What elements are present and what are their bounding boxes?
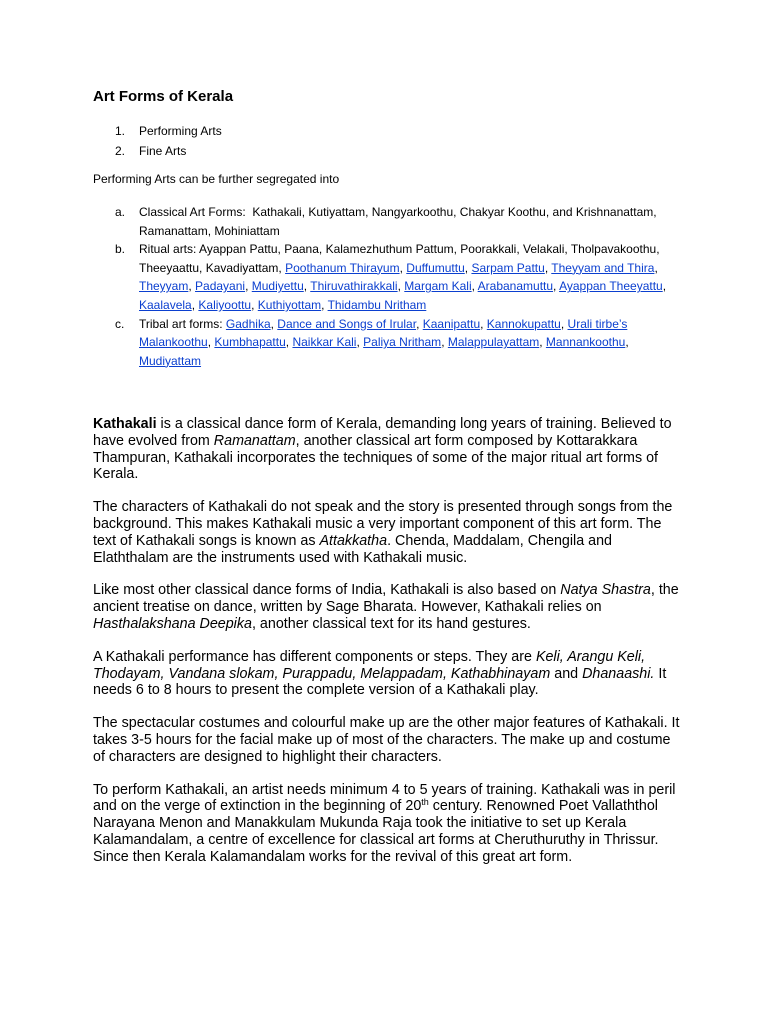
list-number: 1. (115, 124, 126, 138)
text-run: , another classical text for its hand gestures. (251, 615, 531, 632)
link[interactable]: Mudiyattam (139, 353, 202, 368)
link[interactable]: Sarpam Pattu (471, 260, 545, 275)
link[interactable]: Kaalavela (139, 297, 192, 312)
link[interactable]: Gadhika (225, 316, 271, 331)
text-italic: Natya Shastra (560, 582, 651, 599)
category-list (93, 122, 683, 161)
link[interactable]: Margam Kali (404, 279, 472, 294)
list-number: 2. (115, 143, 126, 158)
paragraph (93, 649, 683, 699)
list-item-tribal: c. Tribal art forms: Gadhika, Dance and Songs of Irular, Kaanipattu, Kannokupattu, Urali tirbe’s Malankoothu, Kumbhapattu, Naikkar Kali, Paliya Nritham, Malappulayattam, Mannankoothu, Mudiyattam (115, 316, 629, 368)
link[interactable]: Kaliyoottu (198, 297, 252, 312)
text-run: A Kathakali performance has different components or steps. They are (93, 648, 536, 665)
paragraph (93, 499, 683, 566)
list-marker: b. (115, 242, 126, 257)
link[interactable]: Kaanipattu (422, 316, 481, 331)
list-item-label: Tribal art forms: (139, 316, 223, 331)
list-item-label: Fine Arts (139, 143, 187, 158)
link[interactable]: Urali tirbe’s Malankoothu (139, 316, 628, 350)
link[interactable]: Padayani (195, 279, 246, 294)
text-run: To perform Kathakali, an artist needs minimum 4 to 5 years of training. Kathakali was in peril and on the verge of extinction in the beginning of 20 (93, 781, 676, 815)
link[interactable]: Poothanum Thirayum (285, 260, 400, 275)
text-run: The characters of Kathakali do not speak and the story is presented through songs from the background. This makes Kathakali music a very important component of this art form. The text of Kathakali songs is known as (93, 499, 673, 549)
term-kathakali: Kathakali (93, 416, 157, 432)
paragraph (93, 416, 683, 483)
performing-arts-list (93, 203, 683, 370)
paragraph (93, 782, 683, 866)
link[interactable]: Thiruvathirakkali (310, 279, 398, 294)
superscript: th (421, 797, 429, 808)
link[interactable]: Ayappan Theeyattu (559, 279, 663, 294)
text-run: is a classical dance form of Kerala, demanding long years of training. Believed to have evolved from (93, 416, 672, 449)
paragraph (93, 582, 683, 632)
page-title: Art Forms of Kerala (93, 88, 234, 105)
link[interactable]: Theyyam (139, 279, 189, 294)
link[interactable]: Kannokupattu (486, 316, 561, 331)
list-item-label: Ritual arts: (139, 242, 197, 257)
list-item-ritual: b. Ritual arts: Ayappan Pattu, Paana, Kalamezhuthum Pattum, Poorakkali, Velakali, Tholpavakoothu, Theeyaattu, Kavadiyattam, Poothanum Thirayum, Duffumuttu, Sarpam Pattu, Theyyam and Thira, Theyyam, Padayani, Mudiyettu, Thiruvathirakkali, Margam Kali, Arabanamuttu, Ayappan Theeyattu, Kaalavela, Kaliyoottu, Kuthiyottam, Thidambu Nritham (115, 242, 667, 312)
link[interactable]: Mudiyettu (251, 279, 304, 294)
text-italic: Dhanaashi. (582, 665, 655, 682)
link[interactable]: Kuthiyottam (257, 297, 322, 312)
list-item-label: Classical Art Forms: (139, 205, 246, 219)
text-run: Like most other classical dance forms of India, Kathakali is also based on (93, 582, 561, 599)
text-run: It needs 6 to 8 hours to present the complete version of a Kathakali play. (93, 665, 667, 699)
list-marker: a. (115, 205, 126, 219)
text-run: century. Renowned Poet Vallaththol Narayana Menon and Manakkulam Mukunda Raja took the initiative to set up Kerala Kalamandalam, a centre of excellence for classical art forms at Cheruthuruthy in Thrissur. Since then Kerala Kalamandalam works for the revival of this great art form. (93, 798, 659, 865)
text-italic: Ramanattam (213, 432, 296, 449)
link[interactable]: Paliya Nritham (363, 335, 442, 350)
link[interactable]: Kumbhapattu (214, 335, 286, 350)
kathakali-article (93, 416, 683, 882)
list-marker: c. (115, 316, 125, 331)
list-item (93, 142, 683, 162)
link[interactable]: Mannankoothu (545, 335, 626, 350)
text-italic: Hasthalakshana Deepika (93, 615, 252, 632)
text-italic: Attakkatha (319, 532, 388, 549)
text-run: . Chenda, Maddalam, Chengila and Elaththalam are the instruments used with Kathakali music. (93, 532, 612, 566)
text-italic: Keli, Arangu Keli, Thodayam, Vandana slokam, Purappadu, Melappadam, Kathabhinayam (93, 648, 646, 682)
text-run: and (550, 665, 583, 682)
list-item-label: Performing Arts (139, 124, 222, 138)
list-item-classical (93, 203, 683, 240)
paragraph (93, 715, 683, 765)
segregation-intro: Performing Arts can be further segregated into (93, 172, 340, 186)
link[interactable]: Theyyam and Thira (551, 260, 655, 275)
list-item (93, 122, 683, 142)
link[interactable]: Thidambu Nritham (327, 297, 427, 312)
list-item-text: Kathakali, Kutiyattam, Nangyarkoothu, Chakyar Koothu, and Krishnanattam, Ramanattam, Mohiniattam (139, 205, 657, 238)
text-run: , another classical art form composed by Kottarakkara Thampuran, Kathakali incorporates the techniques of some of the major ritual art forms of Kerala. (93, 432, 659, 483)
link[interactable]: Naikkar Kali (292, 335, 357, 350)
link[interactable]: Arabanamuttu (477, 279, 554, 294)
link[interactable]: Dance and Songs of Irular (277, 316, 417, 331)
link[interactable]: Duffumuttu (406, 260, 465, 275)
link[interactable]: Malappulayattam (447, 335, 540, 350)
text-run: , the ancient treatise on dance, written by Sage Bharata. However, Kathakali relies on (93, 582, 679, 616)
list-item-text: Ayappan Pattu, Paana, Kalamezhuthum Pattum, Poorakkali, Velakali, Tholpavakoothu, Theeyaattu, Kavadiyattam, (139, 242, 660, 275)
text-run: The spectacular costumes and colourful make up are the other major features of Kathakali. It takes 3-5 hours for the facial make up of most of the characters. The make up and costume of characters are designed to highlight their characters. (93, 715, 680, 765)
